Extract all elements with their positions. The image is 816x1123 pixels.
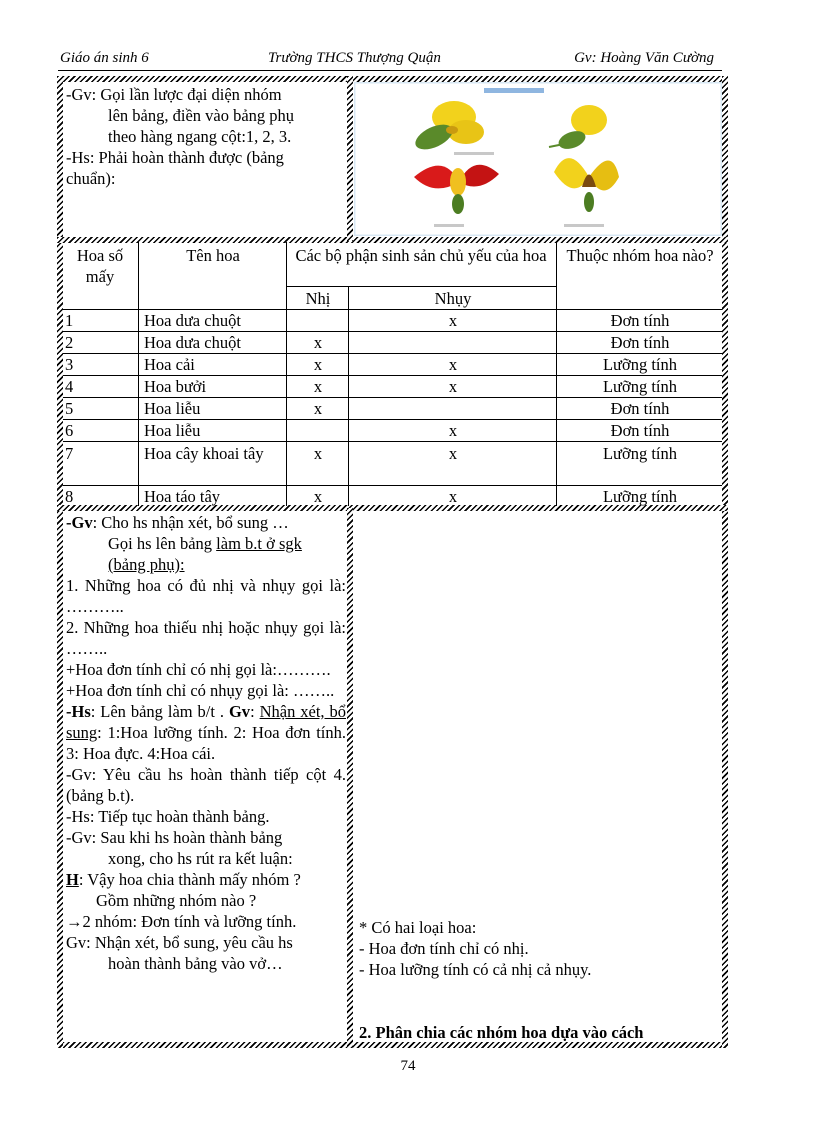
header-school: Trường THCS Thượng Quận — [268, 50, 441, 66]
gv-instruction: -Gv: Gọi lần lược đại diện nhóm lên bảng, điền vào bảng phụ theo hàng ngang cột:1, 2, 3. -Hs: Phải hoàn thành được (bảng chuẩn): — [66, 85, 295, 188]
header-stamen: Nhị — [305, 289, 331, 308]
table-hline-6 — [63, 441, 722, 442]
table-vline-2 — [286, 242, 287, 506]
header-reproductive-parts: Các bộ phận sinh sản chủ yếu của hoa — [295, 246, 547, 265]
header-subject: Giáo án sinh 6 — [60, 50, 149, 66]
flower-illustration — [354, 82, 722, 236]
frame-left-border — [57, 76, 63, 1048]
table-vline-3 — [348, 286, 349, 506]
bottom-column-divider — [347, 508, 353, 1048]
header-teacher: Gv: Hoàng Văn Cường — [574, 50, 714, 66]
top-section-divider — [57, 237, 728, 243]
header-flower-number: Hoa số mấy — [76, 246, 124, 286]
table-vline-1 — [138, 242, 139, 506]
table-hline-sub — [286, 286, 556, 287]
lesson-activities: -Gv: Cho hs nhận xét, bổ sung … Gọi hs lên bảng làm b.t ở sgk (bảng phụ): 1. Những hoa có đủ nhị và nhụy gọi là: ……….. 2. Những hoa thiếu nhị hoặc nhụy gọi là: …….. +Hoa đơn tính chỉ có nhị gọi là:………. +Hoa đơn tính chỉ có nhụy gọi là: …….. -Hs: Lên bảng làm b/t . Gv: Nhận xét, bổ sung: 1:Hoa lưỡng tính. 2: Hoa đơn tính. 3: Hoa đực. 4:Hoa cái. -Gv: Yêu cầu hs hoàn thành tiếp cột 4. (bảng b.t). -Hs: Tiếp tục hoàn thành bảng. -Gv: Sau khi hs hoàn thành bảng xong, cho hs rút ra kết luận: H: Vậy hoa chia thành mấy nhóm ? Gồm những nhóm nào ? →2 nhóm: Đơn tính và lưỡng tính. Gv: Nhận xét, bổ sung, yêu cầu hs hoàn thành bảng vào vở… — [66, 513, 346, 973]
header-flower-group: Thuộc nhóm hoa nào? — [566, 246, 714, 265]
page-number: 74 — [400, 1058, 416, 1074]
top-column-divider — [347, 76, 353, 241]
frame-right-border — [722, 76, 728, 1048]
section-heading: 2. Phân chia các nhóm hoa dựa vào cách — [359, 1023, 644, 1042]
header-flower-name: Tên hoa — [186, 246, 240, 265]
header-pistil: Nhụy — [434, 289, 472, 308]
page-header — [58, 50, 722, 71]
table-vline-4 — [556, 242, 557, 506]
conclusion-notes: * Có hai loại hoa: - Hoa đơn tính chỉ có nhị. - Hoa lưỡng tính có cả nhị cả nhụy. — [359, 918, 592, 979]
